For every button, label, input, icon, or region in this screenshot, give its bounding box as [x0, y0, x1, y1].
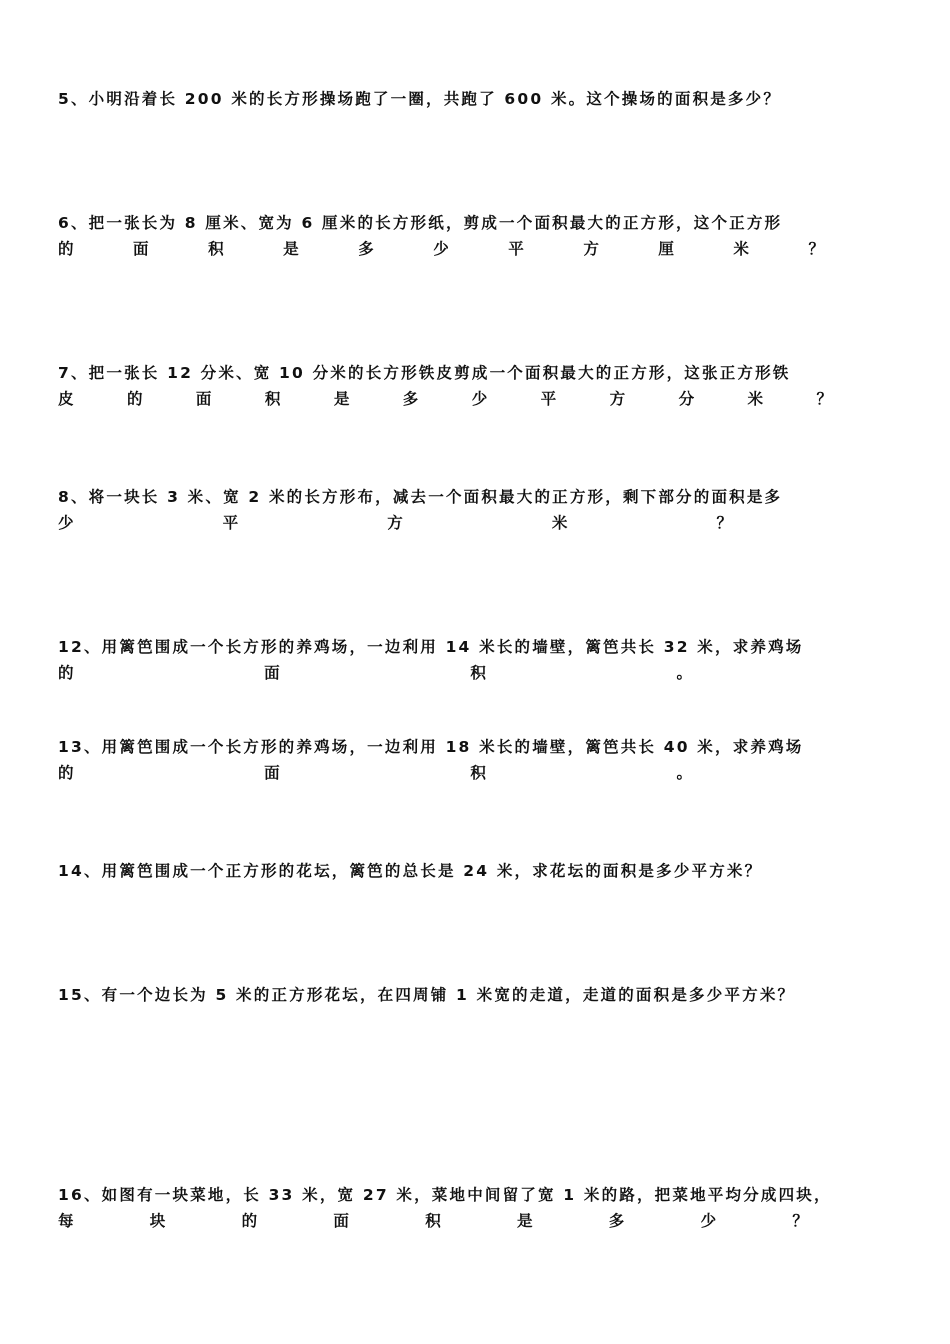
char: 的 [58, 240, 74, 258]
problem-text: 7、把一张长 12 分米、宽 10 分米的长方形铁皮剪成一个面积最大的正方形，这张正方形铁 [58, 364, 791, 382]
char: 平 [508, 240, 524, 258]
char: 方 [583, 240, 599, 258]
problem-16 [58, 1182, 892, 1234]
char: ？ [808, 240, 824, 258]
char: 积 [264, 390, 281, 408]
problem-text-continuation [58, 1208, 892, 1234]
char: 积 [208, 240, 224, 258]
char: 。 [676, 764, 692, 782]
char: 是 [333, 390, 350, 408]
problem-text-continuation [58, 236, 892, 262]
char: 多 [608, 1212, 625, 1230]
char: 面 [133, 240, 149, 258]
char: ？ [716, 514, 732, 532]
char: 面 [264, 764, 280, 782]
char: 面 [333, 1212, 349, 1230]
char: 的 [241, 1212, 258, 1230]
char: 少 [471, 390, 488, 408]
char: 的 [58, 664, 74, 682]
char: 米 [747, 390, 764, 408]
problem-text: 12、用篱笆围成一个长方形的养鸡场，一边利用 14 米长的墙壁，篱笆共长 32 米，求养鸡场 [58, 638, 804, 656]
problem-text: 14、用篱笆围成一个正方形的花坛，篱笆的总长是 24 米，求花坛的面积是多少平方米？ [58, 862, 763, 880]
problem-15 [58, 982, 892, 1008]
char: 方 [609, 390, 626, 408]
problem-text: 16、如图有一块菜地，长 33 米，宽 27 米，菜地中间留了宽 1 米的路，把菜地平均分成四块， [58, 1186, 832, 1204]
problem-14 [58, 858, 892, 884]
problem-text: 15、有一个边长为 5 米的正方形花坛，在四周铺 1 米宽的走道，走道的面积是多少平方米？ [58, 986, 796, 1004]
problem-5 [58, 86, 892, 112]
char: 面 [264, 664, 280, 682]
char: 多 [358, 240, 374, 258]
char: 块 [149, 1212, 166, 1230]
problem-text: 8、将一块长 3 米、宽 2 米的长方形布，减去一个面积最大的正方形，剩下部分的面积是多 [58, 488, 783, 506]
problem-text: 5、小明沿着长 200 米的长方形操场跑了一圈，共跑了 600 米。这个操场的面积是多少？ [58, 90, 782, 108]
problem-8 [58, 484, 892, 536]
char: 是 [283, 240, 299, 258]
char: 米 [551, 514, 568, 532]
problem-text-continuation [58, 386, 892, 412]
problem-text: 6、把一张长为 8 厘米、宽为 6 厘米的长方形纸，剪成一个面积最大的正方形，这个正方形 [58, 214, 783, 232]
char: 是 [516, 1212, 533, 1230]
char: 平 [222, 514, 239, 532]
char: 平 [540, 390, 557, 408]
char: ？ [816, 390, 832, 408]
char: 的 [126, 390, 143, 408]
char: 的 [58, 764, 74, 782]
char: 多 [402, 390, 419, 408]
char: 少 [58, 514, 74, 532]
char: 积 [470, 764, 486, 782]
char: 积 [470, 664, 486, 682]
char: 皮 [58, 390, 74, 408]
char: 少 [700, 1212, 717, 1230]
char: 面 [195, 390, 212, 408]
problem-13 [58, 734, 892, 786]
problem-text: 13、用篱笆围成一个长方形的养鸡场，一边利用 18 米长的墙壁，篱笆共长 40 米，求养鸡场 [58, 738, 804, 756]
char: 方 [387, 514, 403, 532]
problem-text-continuation [58, 660, 892, 686]
problem-6 [58, 210, 892, 262]
char: 分 [678, 390, 695, 408]
problem-text-continuation [58, 510, 892, 536]
char: 厘 [658, 240, 674, 258]
char: 积 [425, 1212, 441, 1230]
problem-12 [58, 634, 892, 686]
problem-7 [58, 360, 892, 412]
char: 少 [433, 240, 449, 258]
problem-text-continuation [58, 760, 892, 786]
char: 米 [733, 240, 749, 258]
char: 。 [676, 664, 692, 682]
char: 每 [58, 1212, 74, 1230]
char: ？ [792, 1212, 808, 1230]
